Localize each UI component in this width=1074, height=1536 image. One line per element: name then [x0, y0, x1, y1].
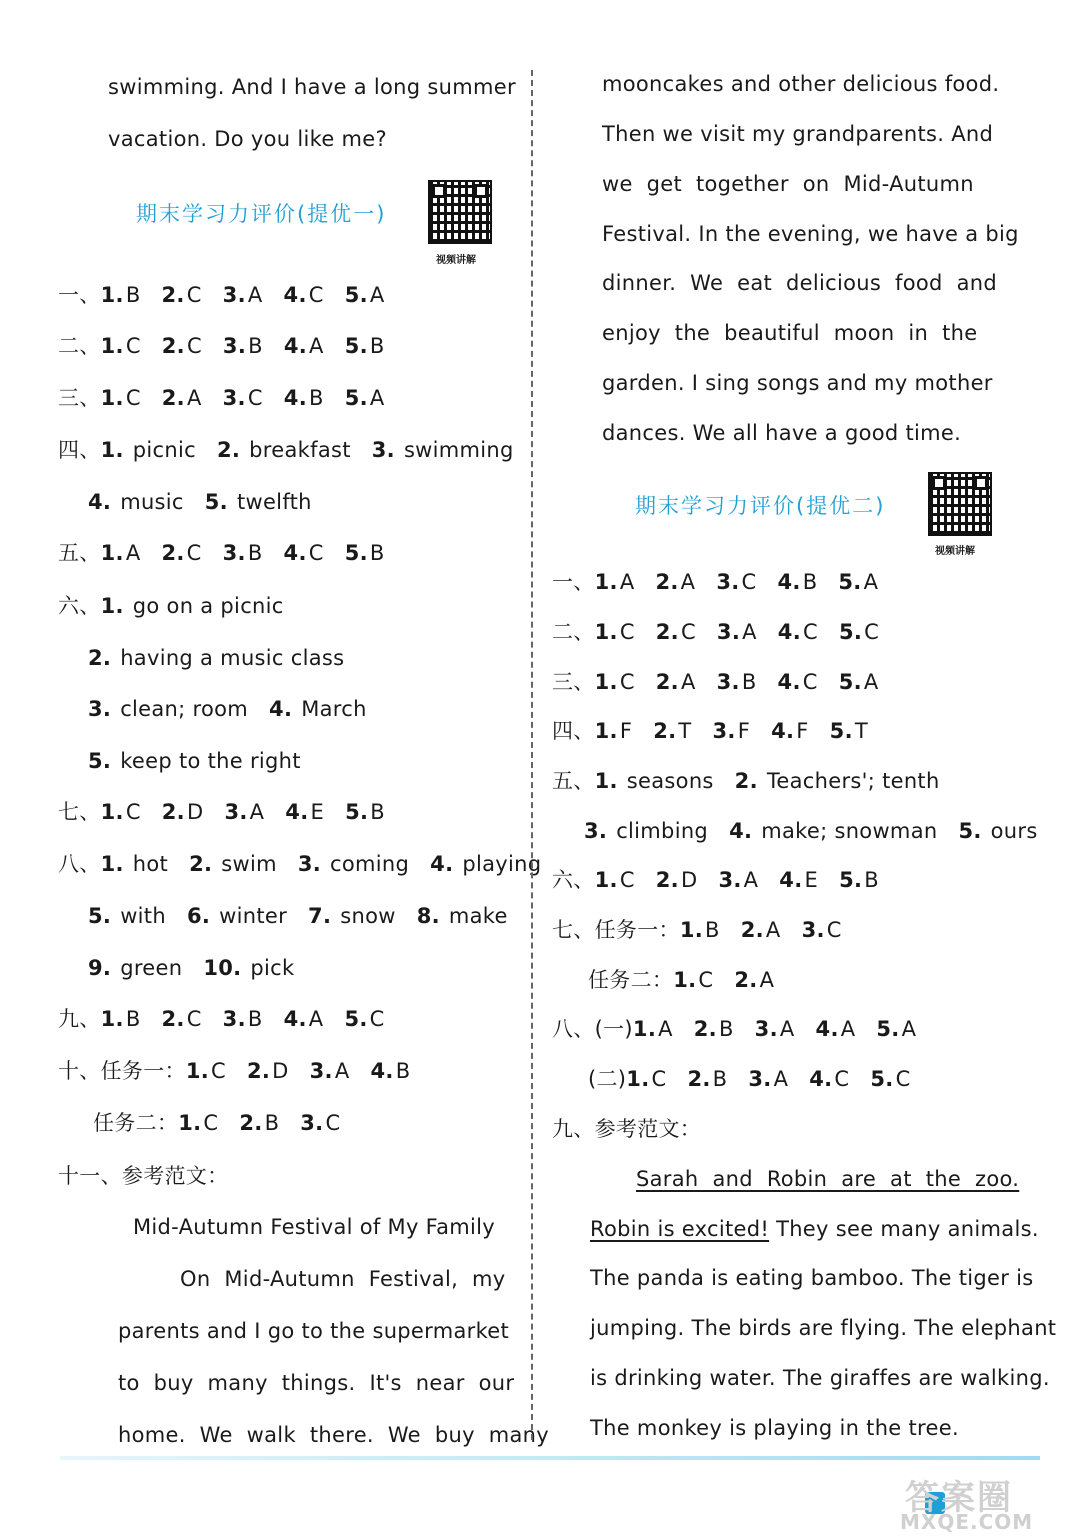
section-title-2: 期末学习力评价(提优二) [635, 494, 886, 518]
answer-row-5: 五、1.A 2.C 3.B 4.C 5.B [58, 541, 385, 565]
question-number: 五、 [552, 769, 595, 793]
watermark-logo: 答案圈 [905, 1478, 1013, 1518]
answer-row-7: 七、1.C 2.D 3.A 4.E 5.B [58, 800, 385, 824]
answer-row-5: 五、1. seasons 2. Teachers'; tenth [552, 769, 940, 793]
answer-row-4-cont: 4. music 5. twelfth [88, 490, 312, 514]
question-number: 九、 [552, 1117, 595, 1141]
answer-row-11: 十一、参考范文： [58, 1164, 229, 1188]
section-title-1: 期末学习力评价(提优一) [136, 202, 387, 226]
essay-line-1: On Mid-Autumn Festival, my [180, 1267, 506, 1291]
essay-title: Mid-Autumn Festival of My Family [133, 1215, 496, 1239]
answer-row-8: 八、1. hot 2. swim 3. coming 4. playing [58, 852, 542, 876]
watermark-domain: MXQE.COM [900, 1510, 1034, 1534]
answer-row-4: 四、1.F 2.T 3.F 4.F 5.T [552, 719, 869, 743]
footer-bar [60, 1456, 1040, 1460]
answer-row-9: 九、参考范文： [552, 1117, 702, 1141]
answer-row-6: 六、1.C 2.D 3.A 4.E 5.B [552, 868, 879, 892]
essay-cont-1: mooncakes and other delicious food. [602, 72, 1000, 96]
answer-row-6-5: 5. keep to the right [88, 749, 301, 773]
essay-line-2: The panda is eating bamboo. The tiger is [590, 1266, 1034, 1290]
answer-row-8-3: 9. green 10. pick [88, 956, 295, 980]
essay-line-3: to buy many things. It's near our [118, 1371, 515, 1395]
essay-cont-6: enjoy the beautiful moon in the [602, 321, 978, 345]
essay-cont-5: dinner. We eat delicious food and [602, 271, 998, 295]
question-number: 一、 [58, 283, 101, 307]
question-number: 二、 [552, 620, 595, 644]
question-number: 八、 [552, 1017, 595, 1041]
answer-row-6: 六、1. go on a picnic [58, 594, 284, 618]
qr-label: 视频讲解 [436, 255, 476, 266]
answer-row-7: 七、任务一：1.B 2.A 3.C [552, 918, 842, 942]
question-number: 三、 [58, 386, 101, 410]
question-number: 七、 [58, 800, 101, 824]
essay-line-1: Robin is excited! They see many animals. [590, 1217, 1039, 1241]
question-number: 三、 [552, 670, 595, 694]
question-number: 九、 [58, 1007, 101, 1031]
question-number: 六、 [552, 868, 595, 892]
question-number: 一、 [552, 570, 595, 594]
essay-cont-8: dances. We all have a good time. [602, 421, 962, 445]
qr-code-icon[interactable] [928, 472, 992, 536]
answer-row-10-2: 任务二：1.C 2.B 3.C [93, 1111, 341, 1135]
answer-row-7-2: 任务二：1.C 2.A [588, 968, 775, 992]
answer-row-9: 九、1.B 2.C 3.B 4.A 5.C [58, 1007, 385, 1031]
question-number: 二、 [58, 334, 101, 358]
question-number: 四、 [58, 438, 101, 462]
question-number: 八、 [58, 852, 101, 876]
question-number: 四、 [552, 719, 595, 743]
answer-row-1: 一、1.B 2.C 3.A 4.C 5.A [58, 283, 385, 307]
answer-row-8-2: 5. with 6. winter 7. snow 8. make [88, 904, 508, 928]
qr-code-icon[interactable] [428, 180, 492, 244]
essay-cont-4: Festival. In the evening, we have a big [602, 222, 1019, 246]
watermark [895, 1470, 1065, 1534]
essay-line-2: parents and I go to the supermarket [118, 1319, 510, 1343]
answer-row-10: 十、任务一：1.C 2.D 3.A 4.B [58, 1059, 411, 1083]
question-number: 七、 [552, 918, 595, 942]
essay-line-5: The monkey is playing in the tree. [590, 1416, 959, 1440]
answer-row-3: 三、1.C 2.A 3.B 4.C 5.A [552, 670, 879, 694]
answer-row-8-2: (二)1.C 2.B 3.A 4.C 5.C [588, 1067, 911, 1091]
essay-cont-3: we get together on Mid-Autumn [602, 172, 974, 196]
answer-row-5-2: 3. climbing 4. make; snowman 5. ours [584, 819, 1038, 843]
question-number: 十一、 [58, 1164, 122, 1188]
essay-line-4: is drinking water. The giraffes are walking. [590, 1366, 1050, 1390]
column-divider [531, 70, 533, 1440]
answer-row-1: 一、1.A 2.A 3.C 4.B 5.A [552, 570, 879, 594]
answer-row-6-2: 2. having a music class [88, 646, 345, 670]
answer-row-2: 二、1.C 2.C 3.B 4.A 5.B [58, 334, 385, 358]
question-number: 五、 [58, 541, 101, 565]
answer-row-8: 八、(一)1.A 2.B 3.A 4.A 5.A [552, 1017, 917, 1041]
question-number: 十、 [58, 1059, 101, 1083]
essay-cont-2: Then we visit my grandparents. And [602, 122, 994, 146]
essay-cont-7: garden. I sing songs and my mother [602, 371, 993, 395]
essay-line-3: jumping. The birds are flying. The elephant [590, 1316, 1057, 1340]
intro-line-1: swimming. And I have a long summer [108, 75, 516, 99]
answer-row-6-3: 3. clean; room 4. March [88, 697, 367, 721]
intro-line-2: vacation. Do you like me? [108, 127, 387, 151]
answer-row-2: 二、1.C 2.C 3.A 4.C 5.C [552, 620, 880, 644]
essay-underlined-1: Sarah and Robin are at the zoo. [636, 1167, 1020, 1191]
qr-label: 视频讲解 [935, 546, 975, 557]
answer-row-4: 四、1. picnic 2. breakfast 3. swimming [58, 438, 514, 462]
essay-line-4: home. We walk there. We buy many [118, 1423, 550, 1447]
question-number: 六、 [58, 594, 101, 618]
answer-row-3: 三、1.C 2.A 3.C 4.B 5.A [58, 386, 385, 410]
